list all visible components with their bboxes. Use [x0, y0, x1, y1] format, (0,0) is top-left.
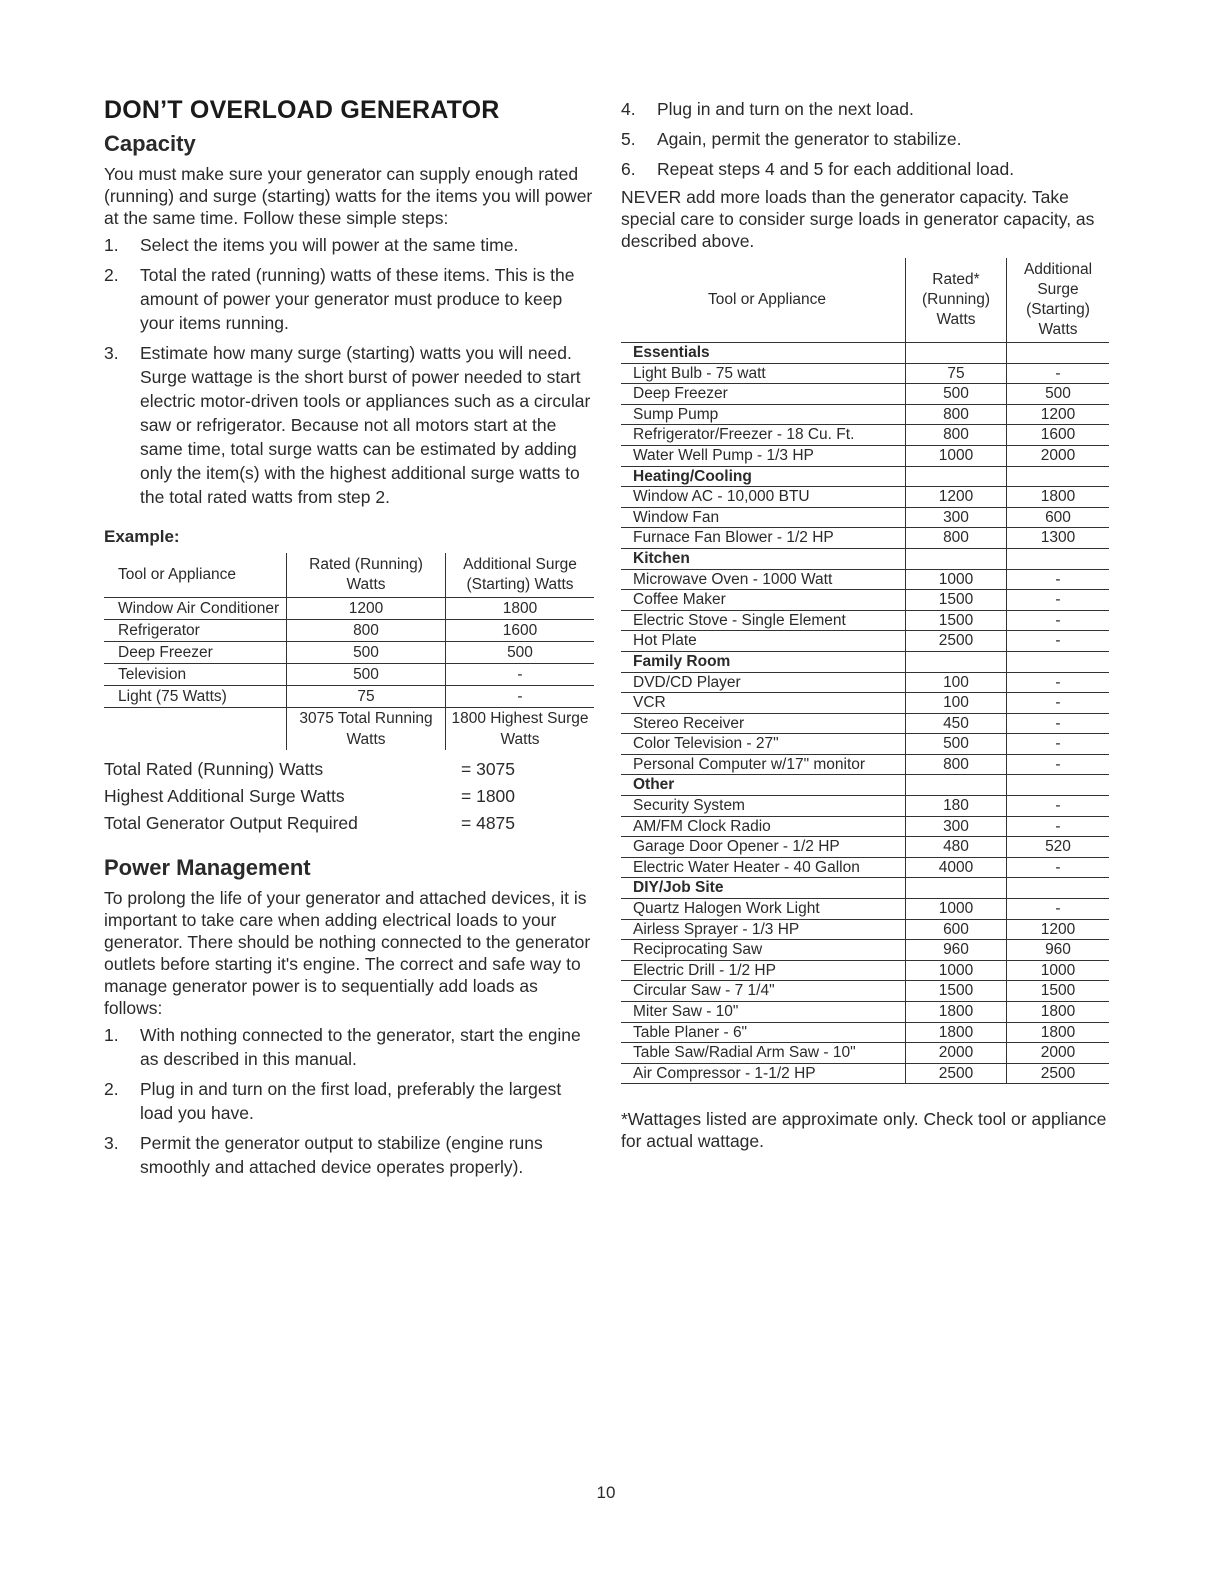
wattage-cell-surge: - — [1007, 734, 1110, 755]
wattage-cell-rated: 1800 — [906, 1022, 1007, 1043]
example-cell-surge: 1800 — [446, 598, 595, 620]
category-name: Heating/Cooling — [621, 466, 906, 487]
pm-step: 1. With nothing connected to the generator, start the engine as described in this manual. — [104, 1025, 581, 1069]
wattage-cell-tool: Reciprocating Saw — [621, 940, 906, 961]
example-cell-tool: Light (75 Watts) — [104, 686, 287, 708]
example-header-tool: Tool or Appliance — [104, 553, 287, 598]
wattage-cell-rated: 300 — [906, 507, 1007, 528]
wattage-cell-tool: Table Planer - 6" — [621, 1022, 906, 1043]
wattage-cell-rated: 100 — [906, 672, 1007, 693]
wattage-row — [621, 425, 1109, 446]
wattage-cell-tool: Quartz Halogen Work Light — [621, 899, 906, 920]
example-footer-row — [104, 708, 594, 751]
wattage-cell-tool: Water Well Pump - 1/3 HP — [621, 445, 906, 466]
category-name: Kitchen — [621, 548, 906, 569]
wattage-cell-surge: - — [1007, 363, 1110, 384]
example-total-surge: 1800 Highest Surge Watts — [446, 708, 595, 751]
example-cell-rated: 500 — [287, 664, 446, 686]
wattage-cell-surge: - — [1007, 693, 1110, 714]
example-cell-surge: - — [446, 686, 595, 708]
example-cell-tool: Deep Freezer — [104, 642, 287, 664]
wattage-cell-rated: 2500 — [906, 631, 1007, 652]
wattage-header-rated: Rated* (Running) Watts — [906, 258, 1007, 343]
totals-row: Total Generator Output Required = 4875 — [104, 813, 516, 833]
wattage-cell-surge: - — [1007, 631, 1110, 652]
wattage-row — [621, 569, 1109, 590]
wattage-cell-tool: Electric Water Heater - 40 Gallon — [621, 857, 906, 878]
pm-step: 6. Repeat steps 4 and 5 for each additional load. — [621, 159, 1015, 179]
wattage-row — [621, 528, 1109, 549]
category-row — [621, 343, 1109, 364]
wattage-header-tool: Tool or Appliance — [621, 258, 906, 343]
example-cell-tool: Refrigerator — [104, 620, 287, 642]
example-row — [104, 664, 594, 686]
capacity-heading: Capacity — [104, 131, 196, 156]
wattage-row — [621, 940, 1109, 961]
power-management-steps — [104, 1023, 594, 1179]
wattage-cell-tool: Hot Plate — [621, 631, 906, 652]
example-cell-rated: 800 — [287, 620, 446, 642]
wattage-cell-rated: 75 — [906, 363, 1007, 384]
wattage-cell-surge: 960 — [1007, 940, 1110, 961]
wattage-cell-tool: AM/FM Clock Radio — [621, 816, 906, 837]
category-name: Other — [621, 775, 906, 796]
wattage-cell-rated: 1000 — [906, 445, 1007, 466]
wattage-cell-tool: Refrigerator/Freezer - 18 Cu. Ft. — [621, 425, 906, 446]
wattage-cell-tool: Window Fan — [621, 507, 906, 528]
wattage-cell-rated: 800 — [906, 404, 1007, 425]
wattage-cell-tool: Security System — [621, 796, 906, 817]
example-cell-rated: 500 — [287, 642, 446, 664]
wattage-cell-rated: 2000 — [906, 1043, 1007, 1064]
wattage-cell-surge: - — [1007, 569, 1110, 590]
example-row — [104, 686, 594, 708]
page-number: 10 — [596, 1483, 616, 1502]
wattage-cell-tool: VCR — [621, 693, 906, 714]
wattage-cell-surge: 1200 — [1007, 919, 1110, 940]
wattage-row — [621, 693, 1109, 714]
wattage-cell-rated: 800 — [906, 528, 1007, 549]
wattage-cell-rated: 1000 — [906, 569, 1007, 590]
wattage-cell-surge: 1600 — [1007, 425, 1110, 446]
example-row — [104, 620, 594, 642]
wattage-cell-tool: Personal Computer w/17" monitor — [621, 754, 906, 775]
wattage-row — [621, 857, 1109, 878]
wattage-cell-surge: 1200 — [1007, 404, 1110, 425]
wattage-row — [621, 796, 1109, 817]
wattage-cell-tool: Table Saw/Radial Arm Saw - 10" — [621, 1043, 906, 1064]
wattage-cell-surge: 2500 — [1007, 1063, 1110, 1084]
example-total-rated: 3075 Total Running Watts — [287, 708, 446, 751]
category-name: Family Room — [621, 651, 906, 672]
wattage-cell-surge: 1800 — [1007, 487, 1110, 508]
wattage-row — [621, 1063, 1109, 1084]
wattage-row — [621, 837, 1109, 858]
totals-row: Highest Additional Surge Watts = 1800 — [104, 786, 516, 806]
capacity-step: 3. Estimate how many surge (starting) watts you will need. Surge wattage is the short burst of power needed to start electric motor-driven tools or appliances such as a circular saw or refrigerator. Because not all motors start at the same time, total surge watts can be estimated by adding only the item(s) with the highest additional surge watts to the total rated watts from step 2. — [104, 343, 591, 507]
wattage-cell-rated: 1000 — [906, 899, 1007, 920]
wattage-cell-surge: - — [1007, 610, 1110, 631]
wattage-row — [621, 404, 1109, 425]
category-name: DIY/Job Site — [621, 878, 906, 899]
power-management-steps-continued — [621, 96, 1116, 182]
example-header-surge: Additional Surge (Starting) Watts — [446, 553, 595, 598]
capacity-step: 2. Total the rated (running) watts of these items. This is the amount of power your generator must produce to keep your items running. — [104, 265, 575, 333]
wattage-cell-surge: - — [1007, 796, 1110, 817]
wattage-row — [621, 899, 1109, 920]
wattage-cell-rated: 2500 — [906, 1063, 1007, 1084]
wattage-cell-rated: 800 — [906, 425, 1007, 446]
wattage-cell-tool: Circular Saw - 7 1/4" — [621, 981, 906, 1002]
category-row — [621, 466, 1109, 487]
capacity-warning: NEVER add more loads than the generator capacity. Take special care to consider surge loads in generator capacity, as described above. — [621, 187, 1095, 251]
wattage-row — [621, 919, 1109, 940]
wattage-cell-rated: 1500 — [906, 590, 1007, 611]
wattage-cell-rated: 500 — [906, 384, 1007, 405]
example-label: Example: — [104, 527, 180, 546]
wattage-row — [621, 981, 1109, 1002]
pm-step: 2. Plug in and turn on the first load, preferably the largest load you have. — [104, 1079, 562, 1123]
wattage-cell-tool: Light Bulb - 75 watt — [621, 363, 906, 384]
wattage-cell-tool: Coffee Maker — [621, 590, 906, 611]
wattage-row — [621, 631, 1109, 652]
wattage-cell-surge: - — [1007, 857, 1110, 878]
wattage-cell-surge: - — [1007, 899, 1110, 920]
wattage-cell-tool: Furnace Fan Blower - 1/2 HP — [621, 528, 906, 549]
wattage-cell-surge: - — [1007, 713, 1110, 734]
example-cell-surge: 500 — [446, 642, 595, 664]
wattage-cell-surge: 1300 — [1007, 528, 1110, 549]
wattage-cell-rated: 800 — [906, 754, 1007, 775]
wattage-cell-rated: 4000 — [906, 857, 1007, 878]
wattage-cell-tool: DVD/CD Player — [621, 672, 906, 693]
wattage-cell-surge: 2000 — [1007, 1043, 1110, 1064]
wattage-row — [621, 610, 1109, 631]
wattage-cell-surge: - — [1007, 816, 1110, 837]
example-cell-surge: - — [446, 664, 595, 686]
wattage-row — [621, 816, 1109, 837]
wattage-header-surge: Additional Surge (Starting) Watts — [1007, 258, 1110, 343]
wattage-cell-rated: 960 — [906, 940, 1007, 961]
wattage-row — [621, 445, 1109, 466]
wattage-cell-surge: - — [1007, 754, 1110, 775]
wattage-row — [621, 1022, 1109, 1043]
wattage-row — [621, 1043, 1109, 1064]
capacity-intro: You must make sure your generator can supply enough rated (running) and surge (starting) watts for the items you will power at the same time. Follow these simple steps: — [104, 164, 593, 228]
wattage-cell-tool: Electric Drill - 1/2 HP — [621, 960, 906, 981]
wattage-cell-tool: Microwave Oven - 1000 Watt — [621, 569, 906, 590]
wattage-cell-rated: 500 — [906, 734, 1007, 755]
wattage-cell-surge: 1800 — [1007, 1002, 1110, 1023]
wattage-cell-rated: 300 — [906, 816, 1007, 837]
wattage-row — [621, 672, 1109, 693]
wattage-cell-tool: Color Television - 27" — [621, 734, 906, 755]
wattage-cell-tool: Garage Door Opener - 1/2 HP — [621, 837, 906, 858]
capacity-steps — [104, 233, 594, 509]
power-management-intro: To prolong the life of your generator and attached devices, it is important to take care when adding electrical loads to your generator. There should be nothing connected to the generator outlets before starting it's engine. The correct and safe way to manage generator power is to sequentially add loads as follows: — [104, 888, 591, 1018]
wattage-cell-surge: 500 — [1007, 384, 1110, 405]
category-row — [621, 775, 1109, 796]
wattage-cell-rated: 450 — [906, 713, 1007, 734]
example-cell-surge: 1600 — [446, 620, 595, 642]
wattage-cell-surge: 1800 — [1007, 1022, 1110, 1043]
wattage-cell-surge: 520 — [1007, 837, 1110, 858]
capacity-step: 1. Select the items you will power at the same time. — [104, 235, 519, 255]
wattage-cell-surge: 2000 — [1007, 445, 1110, 466]
wattage-cell-tool: Electric Stove - Single Element — [621, 610, 906, 631]
example-cell-rated: 1200 — [287, 598, 446, 620]
power-management-heading: Power Management — [104, 855, 311, 880]
wattage-cell-surge: - — [1007, 590, 1110, 611]
wattage-cell-surge: 600 — [1007, 507, 1110, 528]
wattage-cell-rated: 600 — [906, 919, 1007, 940]
wattage-row — [621, 754, 1109, 775]
wattage-row — [621, 363, 1109, 384]
wattage-cell-tool: Miter Saw - 10" — [621, 1002, 906, 1023]
wattage-cell-tool: Window AC - 10,000 BTU — [621, 487, 906, 508]
example-header-rated: Rated (Running) Watts — [287, 553, 446, 598]
example-table — [104, 553, 594, 750]
wattage-cell-surge: 1000 — [1007, 960, 1110, 981]
wattage-cell-tool: Stereo Receiver — [621, 713, 906, 734]
wattage-table — [621, 258, 1109, 1084]
example-row — [104, 642, 594, 664]
totals-row: Total Rated (Running) Watts = 3075 — [104, 759, 516, 779]
wattage-cell-rated: 1500 — [906, 981, 1007, 1002]
example-cell-tool: Window Air Conditioner — [104, 598, 287, 620]
wattage-row — [621, 487, 1109, 508]
wattage-cell-tool: Air Compressor - 1-1/2 HP — [621, 1063, 906, 1084]
wattage-cell-surge: - — [1007, 672, 1110, 693]
wattage-row — [621, 384, 1109, 405]
wattage-cell-rated: 100 — [906, 693, 1007, 714]
example-cell-rated: 75 — [287, 686, 446, 708]
category-row — [621, 651, 1109, 672]
wattage-cell-surge: 1500 — [1007, 981, 1110, 1002]
wattage-row — [621, 960, 1109, 981]
wattage-cell-rated: 1200 — [906, 487, 1007, 508]
category-name: Essentials — [621, 343, 906, 364]
wattage-cell-tool: Sump Pump — [621, 404, 906, 425]
wattage-cell-rated: 480 — [906, 837, 1007, 858]
wattage-cell-tool: Airless Sprayer - 1/3 HP — [621, 919, 906, 940]
left-column — [104, 96, 594, 1185]
wattage-cell-tool: Deep Freezer — [621, 384, 906, 405]
category-row — [621, 548, 1109, 569]
wattage-cell-rated: 180 — [906, 796, 1007, 817]
example-cell-tool: Television — [104, 664, 287, 686]
wattage-row — [621, 1002, 1109, 1023]
example-row — [104, 598, 594, 620]
wattage-cell-rated: 1500 — [906, 610, 1007, 631]
category-row — [621, 878, 1109, 899]
wattage-row — [621, 590, 1109, 611]
wattage-footnote: *Wattages listed are approximate only. Check tool or appliance for actual wattage. — [621, 1109, 1107, 1152]
pm-step: 5. Again, permit the generator to stabilize. — [621, 129, 962, 149]
totals-block — [104, 756, 594, 837]
pm-step: 3. Permit the generator output to stabilize (engine runs smoothly and attached device operates properly). — [104, 1133, 543, 1177]
right-column — [621, 96, 1116, 1152]
wattage-cell-rated: 1000 — [906, 960, 1007, 981]
pm-step: 4. Plug in and turn on the next load. — [621, 99, 914, 119]
wattage-row — [621, 734, 1109, 755]
wattage-row — [621, 507, 1109, 528]
page-title: DON’T OVERLOAD GENERATOR — [104, 96, 500, 124]
wattage-row — [621, 713, 1109, 734]
wattage-cell-rated: 1800 — [906, 1002, 1007, 1023]
